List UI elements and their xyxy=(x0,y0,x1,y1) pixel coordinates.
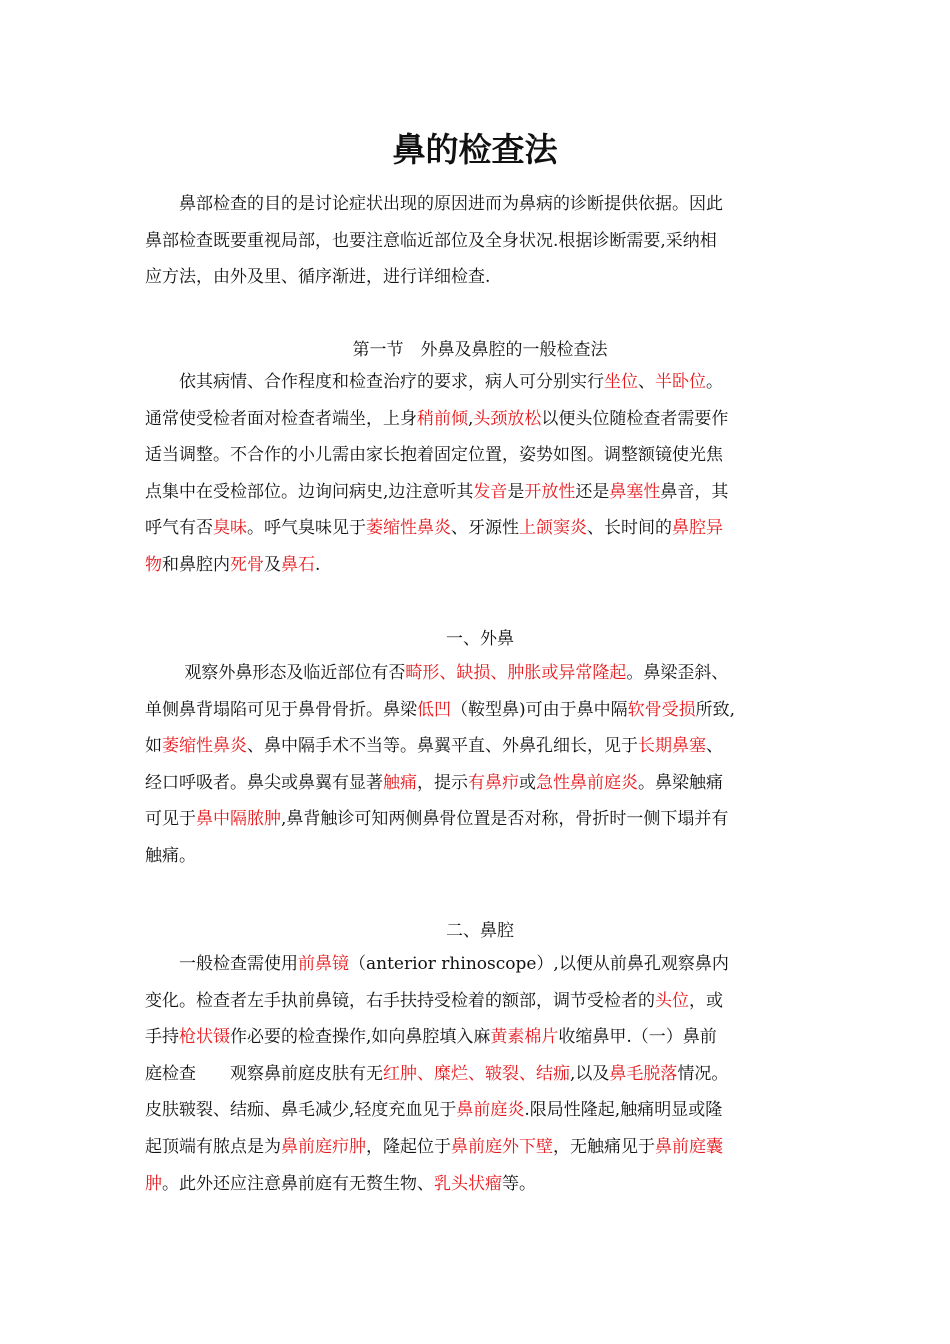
text-run: 等。 xyxy=(502,1173,536,1194)
section-external-nose-body xyxy=(145,655,815,875)
highlighted-term: 鼻前庭囊 xyxy=(655,1136,723,1157)
text-run: 可见于 xyxy=(145,809,196,830)
text-run: 。此外还应注意鼻前庭有无赘生物、 xyxy=(162,1173,434,1194)
text-line xyxy=(145,1129,815,1166)
intro-paragraph xyxy=(145,186,815,296)
text-run: 。呼气臭味见于 xyxy=(247,518,366,539)
text-run: 、 xyxy=(638,372,655,392)
highlighted-term: 稍前倾 xyxy=(417,408,468,429)
text-run: 应方法，由外及里、循序渐进，进行详细检查. xyxy=(145,267,491,288)
text-run: 皮肤皲裂、结痂、鼻毛减少,轻度充血见于 xyxy=(145,1100,457,1121)
highlighted-term: 软骨受损 xyxy=(627,699,696,720)
text-run: 或 xyxy=(519,772,536,793)
highlighted-term: 枪状镊 xyxy=(179,1027,230,1048)
text-line xyxy=(145,1092,815,1129)
section-heading-external-nose: 一、外鼻 xyxy=(446,629,514,649)
highlighted-term: 鼻腔异 xyxy=(672,518,723,539)
highlighted-term: 鼻前庭疖肿 xyxy=(281,1136,366,1157)
highlighted-term: 乳头状瘤 xyxy=(434,1173,502,1194)
text-line xyxy=(145,401,815,438)
text-line xyxy=(145,1166,815,1203)
text-run: 庭检查 观察鼻前庭皮肤有无 xyxy=(145,1063,383,1084)
text-run: 、牙源性 xyxy=(451,518,519,539)
text-run: 及 xyxy=(264,554,281,575)
text-run: （鞍型鼻)可由于鼻中隔 xyxy=(451,699,628,720)
text-run: 单侧鼻背塌陷可见于鼻骨骨折。鼻梁 xyxy=(145,699,417,720)
text-run: 一般检查需使用 xyxy=(145,954,298,974)
text-line xyxy=(145,728,815,765)
text-line xyxy=(145,186,815,223)
highlighted-term: 鼻塞性 xyxy=(609,481,661,502)
highlighted-term: 有鼻疖 xyxy=(468,772,519,793)
text-run: ,鼻背触诊可知两侧鼻骨位置是否对称，骨折时一侧下塌并有 xyxy=(281,809,729,830)
highlighted-term: 红肿、糜烂、皲裂、结痂 xyxy=(383,1063,570,1084)
highlighted-term: 前鼻镜 xyxy=(298,954,349,974)
text-run: 作必要的检查操作,如向鼻腔填入麻 xyxy=(230,1027,491,1048)
highlighted-term: 萎缩性鼻炎 xyxy=(366,518,451,539)
highlighted-term: 鼻中隔脓肿 xyxy=(196,809,281,830)
text-run: ，隆起位于 xyxy=(366,1136,451,1157)
highlighted-term: 鼻前庭炎 xyxy=(456,1100,525,1121)
highlighted-term: 肿 xyxy=(145,1173,162,1194)
text-line xyxy=(145,946,815,983)
text-line xyxy=(145,547,815,584)
text-run: 呼气有否 xyxy=(145,518,213,539)
text-run: 。鼻梁触痛 xyxy=(638,772,723,793)
text-run: . xyxy=(315,554,321,575)
text-run: （anterior rhinoscope）,以便从前鼻孔观察鼻内 xyxy=(349,954,729,974)
text-run: 适当调整。不合作的小儿需由家长抱着固定位置，姿势如图。调整额镜使光焦 xyxy=(145,445,723,466)
text-run: 手持 xyxy=(145,1027,179,1048)
text-run: ，提示 xyxy=(417,772,468,793)
text-line xyxy=(145,1056,815,1093)
text-run: 。鼻梁歪斜、 xyxy=(626,663,729,683)
text-run: ，无触痛见于 xyxy=(553,1136,655,1157)
text-run: 起顶端有脓点是为 xyxy=(145,1136,281,1157)
highlighted-term: 开放性 xyxy=(524,481,576,502)
text-run: .限局性隆起,触痛明显或隆 xyxy=(524,1100,723,1121)
text-line xyxy=(145,223,815,260)
highlighted-term: 死骨 xyxy=(230,554,264,575)
text-run: 、鼻中隔手术不当等。鼻翼平直、外鼻孔细长，见于 xyxy=(247,736,638,757)
text-run: 触痛。 xyxy=(145,845,196,866)
page-title: 鼻的检查法 xyxy=(392,130,558,169)
text-run: 经口呼吸者。鼻尖或鼻翼有显著 xyxy=(145,772,383,793)
text-run: 点集中在受检部位。边询问病史,边注意听其 xyxy=(145,481,474,502)
highlighted-term: 黄素棉片 xyxy=(490,1027,559,1048)
highlighted-term: 臭味 xyxy=(213,518,247,539)
text-line xyxy=(145,364,815,401)
text-run: 、 xyxy=(706,736,723,757)
section-heading-nasal-cavity: 二、鼻腔 xyxy=(446,921,514,941)
text-line xyxy=(145,437,815,474)
highlighted-term: 畸形、缺损、肿胀或异常隆起 xyxy=(405,663,627,683)
highlighted-term: 鼻前庭外下壁 xyxy=(451,1136,553,1157)
highlighted-term: 萎缩性鼻炎 xyxy=(162,736,247,757)
text-line xyxy=(145,1019,815,1056)
highlighted-term: 触痛 xyxy=(383,772,417,793)
text-run: 以便头位随检查者需要作 xyxy=(541,408,729,429)
text-run: 收缩鼻甲.（一）鼻前 xyxy=(558,1027,717,1048)
highlighted-term: 头位 xyxy=(655,990,689,1011)
highlighted-term: 急性鼻前庭炎 xyxy=(536,772,638,793)
highlighted-term: 半卧位 xyxy=(655,372,706,392)
section-general-exam-body xyxy=(145,364,815,584)
text-run: 如 xyxy=(145,736,162,757)
text-line xyxy=(145,838,815,875)
text-run: 、长时间的 xyxy=(587,518,672,539)
highlighted-term: 长期鼻塞 xyxy=(638,736,706,757)
text-run: 和鼻腔内 xyxy=(162,554,230,575)
highlighted-term: 物 xyxy=(145,554,162,575)
text-line xyxy=(145,765,815,802)
text-line xyxy=(145,801,815,838)
text-run: 鼻音，其 xyxy=(660,481,729,502)
text-line xyxy=(145,510,815,547)
text-line xyxy=(145,474,815,511)
highlighted-term: 头颈放松 xyxy=(473,408,542,429)
text-run: 观察外鼻形态及临近部位有否 xyxy=(145,663,406,683)
highlighted-term: 发音 xyxy=(473,481,508,502)
text-run: 鼻部检查的目的是讨论症状出现的原因进而为鼻病的诊断提供依据。因此 xyxy=(145,194,723,214)
section-heading-general-exam: 第一节 外鼻及鼻腔的一般检查法 xyxy=(352,340,608,360)
text-run: 还是 xyxy=(575,481,610,502)
text-run: 情况。 xyxy=(677,1063,729,1084)
text-line xyxy=(145,692,815,729)
highlighted-term: 上颌窦炎 xyxy=(519,518,587,539)
text-run: , xyxy=(468,408,474,429)
highlighted-term: 鼻石 xyxy=(281,554,315,575)
text-line xyxy=(145,983,815,1020)
text-line xyxy=(145,259,815,296)
text-run: 所致, xyxy=(695,699,736,720)
text-run: 。 xyxy=(706,372,723,392)
highlighted-term: 坐位 xyxy=(604,372,638,392)
text-run: 依其病情、合作程度和检查治疗的要求，病人可分别实行 xyxy=(145,372,604,392)
text-run: 鼻部检查既要重视局部，也要注意临近部位及全身状况.根据诊断需要,采纳相 xyxy=(145,230,717,251)
highlighted-term: 低凹 xyxy=(417,699,451,720)
text-run: 通常使受检者面对检查者端坐，上身 xyxy=(145,408,417,429)
text-run: ,以及 xyxy=(570,1063,610,1084)
text-line xyxy=(145,655,815,692)
text-run: 是 xyxy=(507,481,525,502)
section-nasal-cavity-body xyxy=(145,946,815,1202)
text-run: ，或 xyxy=(689,990,723,1011)
text-run: 变化。检查者左手执前鼻镜，右手扶持受检着的额部，调节受检者的 xyxy=(145,990,655,1011)
highlighted-term: 鼻毛脱落 xyxy=(609,1063,678,1084)
